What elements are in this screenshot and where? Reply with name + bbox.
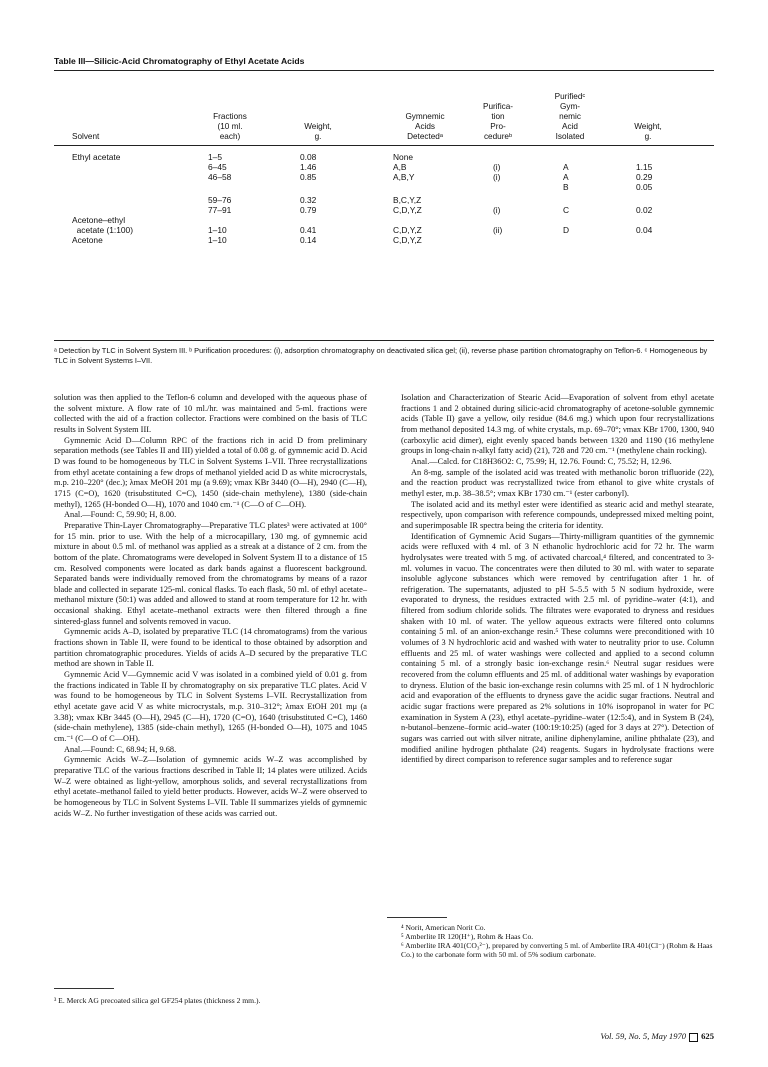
table-cell-acids: A,B [393,162,407,172]
header-line: Detectedᵃ [407,132,443,141]
table-cell-w2: 0.04 [636,225,653,235]
table-cell-isolated: A [563,162,569,172]
table-top-rule [54,70,714,71]
paragraph: Gymnemic acids A–D, isolated by preparative TLC (14 chromatograms) from the various fractions shown in Table II, were found to be identical to those obtained by adsorption and partition chromatographic procedures. Yields of acids A–D secured by the preparative TLC method are shown in Table II. [54,627,367,669]
header-line: Acid [562,122,578,131]
paragraph: Gymnemic Acid V—Gymnemic acid V was isolated in a combined yield of 0.01 g. from the fractions indicated in Table II by chromatography on six preparative TLC plates. Acid V was found to be homogeneous by TLC in Solvent Systems I–VII. Recrystallization from ethyl acetate gave acid V as white microcrystals, m.p. 310–312°; λmax EtOH 201 mμ (a 3.38); νmax KBr 3445 (O—H), 2945 (C—H), 1720 (C=O), 1640 (trisubstituted C=C), 1460 (side-chain methylene), 1385 (side-chain methyl), 1265 (H-bonded O—H), 1075 and 1045 cm.⁻¹ (C—O of C—OH). [54,670,367,743]
page-number: 625 [701,1031,714,1041]
header-line: Pro- [490,122,506,131]
paragraph: Identification of Gymnemic Acid Sugars—Thirty-milligram quantities of the gymnemic acids were refluxed with 4 ml. of 3 N ethanolic hydrochloric acid for 72 hr. The warm hydrolysates were treated with 5 mg. of activated charcoal,⁴ filtered, and concentrated to 3-ml. volumes in vacuo. The concentrates were then diluted to 30 ml. with water to separate insoluble aglycone substances which were removed by centrifugation after 1 hr. of refrigeration. The supernatants, adjusted to pH 5–5.5 with 5 N sodium hydroxide, were evaporated to dryness, the residues extracted with 2.5 ml. of pyridine–water (4:1), and filtered from sodium chloride solids. The filtrates were evaporated to dryness and residues shaken with 10 ml. of water. The yellow aqueous extracts were filtered onto columns containing 5 ml. of an anion-exchange resin.⁵ These columns were preconditioned with 10 volumes of 3 N hydrochloric acid and washed with water to neutrality prior to use. Column effluents and 25 ml. of water washings were collected and applied to a second column containing 5 ml. of a strongly basic ion-exchange resin.⁶ Neutral sugar residues were recovered from the column effluents and 25 ml. of additional water washings by evaporation to dryness. Elution of the basic ion-exchange resin columns with 25 ml. of 1 N hydrochloric acid and evaporation of the effluents to dryness gave the acidic sugar fractions. Neutral and acidic sugar fractions were prepared as 2% solutions in 10% isopropanol in water for PC examination in System A (23), ethyl acetate–pyridine–water (12:5:4), and in System B (24), n-butanol–benzene–formic acid–water (100:19:10:25) (aged for 3 days at 27°). Detection of sugars was carried out with silver nitrate, aniline diphenylamine, aniline phthalate (23), and modified aniline hydrogen phthalate (24) reagents. Sugars in hydrolysate fractions were identified by direct comparison to reference sugar samples and to reference sugar [401,531,714,765]
header-purif [473,102,523,142]
table-caption: Table III—Silicic-Acid Chromatography of Ethyl Acetate Acids [54,56,305,66]
left-footnote-rule [54,988,114,989]
table-cell-solvent: Acetone–ethyl [72,215,126,225]
table-cell-proc: (i) [493,205,501,215]
table-cell-proc: (i) [493,172,501,182]
table-cell-acids: A,B,Y [393,172,415,182]
header-line: Gym- [559,102,580,111]
table-cell-solvent: acetate (1:100) [72,225,133,235]
header-line: Gymnemic [405,112,445,121]
table-cell-proc: (ii) [493,225,503,235]
table-cell-weight: 0.85 [300,172,317,182]
right-footnote-rule [387,917,447,918]
paragraph: An 8-mg. sample of the isolated acid was treated with methanolic boron trifluoride (22), and the reaction product was recrystallized twice from ethanol to give white crystals of methyl ester, m.p. 38–38.5°; νmax KBr 1730 cm.⁻¹ (ester carbonyl). [401,467,714,498]
table-cell-acids: C,D,Y,Z [393,225,422,235]
table-cell-weight: 0.41 [300,225,317,235]
table-cell-w2: 0.02 [636,205,653,215]
header-line: Solvent [72,132,100,141]
header-line: cedureᵇ [483,132,513,141]
header-line: each) [219,132,241,141]
journal-info: Vol. 59, No. 5, May 1970 [600,1031,687,1041]
header-purified [545,92,595,142]
paragraph: Isolation and Characterization of Stearic Acid—Evaporation of solvent from ethyl acetate fractions 1 and 2 obtained during silicic-acid chromatography of acetone-soluble gymnemic acids (Table II) gave a yellow, oily residue (84.6 mg.) which upon four recrystallizations from methanol deposited 14.3 mg. of white crystals, m.p. 69–70°; νmax KBr 1700, 1300, 940 (carboxylic acid dimer), eight evenly spaced bands between 1320 and 1190 (16 methylene groups in long-chain n-alkyl fatty acid) (21), 728 and 720 cm.⁻¹ (methylene chain rocking). [401,393,714,456]
header-fractions [200,112,260,142]
paragraph: Gymnemic Acids W–Z—Isolation of gymnemic acids W–Z was accomplished by preparative TLC of the various fractions described in Table II; 14 plates were utilized. Acids W–Z were obtained as light-yellow, amorphous solids, and several recrystallizations from ethyl acetate–methanol failed to yield better products. However, acids W–Z were observed to be homogeneous by TLC in Solvent Systems I–VII. Table II summarizes yields of gymnemic acids W–Z. No further investigation of these acids was carried out. [54,755,367,818]
table-cell-fractions: 1–10 [208,235,227,245]
left-column [54,393,367,953]
table-cell-fractions: 59–76 [208,195,232,205]
paragraph: Preparative Thin-Layer Chromatography—Preparative TLC plates³ were activated at 100° for 15 min. prior to use. With the help of a microcapillary, 130 mg. of gymnemic acid mixture in about 0.5 ml. of methanol was applied as a streak at a distance of 2 cm. from the bottom of the plate. Chromatograms were developed in Solvent System II to a distance of 15 cm. Resolved components were located as dark bands against a fluorescent background. Separated bands were individually removed from the chromatograms by means of a razor blade and collected in separate 125-ml. conical flasks. To each flask, 50 ml. of ethyl acetate–methanol mixture (50:1) was added and allowed to stand at room temperature for 12 hr. with occasional shaking. Ethyl acetate–methanol extracts were then filtered through a fine sintered-glass funnel and solvents removed in vacuo. [54,520,367,626]
paragraph: Anal.—Found: C, 68.94; H, 9.68. [64,744,177,754]
table-cell-fractions: 77–91 [208,205,232,215]
right-column [401,393,714,913]
header-weight1 [293,122,343,142]
table-cell-acids: None [393,152,414,162]
paragraph: Gymnemic Acid D—Column RPC of the fractions rich in acid D from preliminary separation methods (see Tables II and III) yielded a total of 0.08 g. of gymnemic acid D. Acid D was found to be homogeneous by TLC in Solvent Systems I–VII. Three recrystallizations from ethyl acetate containing a few drops of methanol yielded acid D as white microcrystals, m.p. 210–220° (dec.); λmax MeOH 201 mμ (a 9.69); νmax KBr 3440 (O—H), 2940 (C—H), 1715 (C=O), 1620 (trisubstituted C=C), 1450 (side-chain methylene), 1380 (side-chain methyl), 1265 (H-bonded O—H), 1070 and 1040 cm.⁻¹ (C—O of C—OH). [54,435,367,509]
header-weight2 [618,122,678,142]
header-line: g. [644,132,652,141]
table-cell-isolated: D [563,225,570,235]
table-cell-acids: C,D,Y,Z [393,235,422,245]
page-footer [600,1031,714,1042]
table-cell-proc: (i) [493,162,501,172]
header-line: Fractions [213,112,247,121]
table-cell-weight: 0.79 [300,205,317,215]
header-line: Weight, [304,122,332,131]
table-cell-isolated: C [563,205,570,215]
header-line: (10 ml. [217,122,243,131]
table-cell-w2: 0.05 [636,182,653,192]
table-cell-acids: B,C,Y,Z [393,195,422,205]
table-cell-fractions: 1–5 [208,152,222,162]
header-solvent [72,132,152,142]
header-line: Purifica- [482,102,514,111]
box-icon [689,1033,698,1042]
table-cell-weight: 0.32 [300,195,317,205]
header-line: Weight, [634,122,662,131]
header-line: Acids [414,122,436,131]
table-cell-solvent: Ethyl acetate [72,152,121,162]
table-header-rule [54,145,714,146]
paragraph: The isolated acid and its methyl ester were identified as stearic acid and methyl stearate, respectively, upon comparison with reference compounds, undepressed mixed melting point, and superimposable IR spectra being the criteria for identity. [401,499,714,530]
paragraph: Anal.—Found: C, 59.90; H, 8.00. [64,510,177,520]
header-line: g. [314,132,322,141]
table-bottom-rule [54,340,714,341]
table-cell-fractions: 46–58 [208,172,232,182]
table-footnote: ᵃ Detection by TLC in Solvent System III. ᵇ Purification procedures: (i), adsorption chromatography on deactivated silica gel; (ii), reverse phase partition chromatography on Teflon-6. ᶜ Homogeneous by TLC in Solvent Systems I–VII. [54,346,708,365]
header-line: nemic [559,112,581,121]
table-cell-w2: 1.15 [636,162,653,172]
header-line: Purifiedᶜ [554,92,586,101]
footnote: ⁶ Amberlite IRA 401(CO₃²⁻), prepared by converting 5 ml. of Amberlite IRA 401(Cl⁻) (Rohm & Haas Co.) to the carbonate form with 50 ml. of 5% sodium carbonate. [401,941,713,960]
footnote: ⁴ Norit, American Norit Co. [401,923,486,932]
table-cell-w2: 0.29 [636,172,653,182]
table-cell-weight: 0.08 [300,152,317,162]
table-cell-weight: 1.46 [300,162,317,172]
table-cell-isolated: B [563,182,569,192]
table-cell-acids: C,D,Y,Z [393,205,422,215]
left-footnote: ³ E. Merck AG precoated silica gel GF254 plates (thickness 2 mm.). [54,996,261,1005]
table-cell-fractions: 6–45 [208,162,227,172]
table-cell-fractions: 1–10 [208,225,227,235]
paragraph: solution was then applied to the Teflon-6 column and developed with the aqueous phase of the solvent mixture. A flow rate of 10 ml./hr. was maintained and 5-ml. fractions were collected with the aid of a fraction collector. Fractions were combined on the basis of TLC results in Solvent System III. [54,393,367,434]
table-cell-solvent: Acetone [72,235,103,245]
paragraph: Anal.—Calcd. for C18H36O2: C, 75.99; H, 12.76. Found: C, 75.52; H, 12.96. [411,456,672,466]
header-gymnemic [390,112,460,142]
table-cell-weight: 0.14 [300,235,317,245]
header-line: tion [491,112,505,121]
table-cell-isolated: A [563,172,569,182]
footnote: ⁵ Amberlite IR 120(H⁺), Rohm & Haas Co. [401,932,534,941]
header-line: Isolated [555,132,585,141]
